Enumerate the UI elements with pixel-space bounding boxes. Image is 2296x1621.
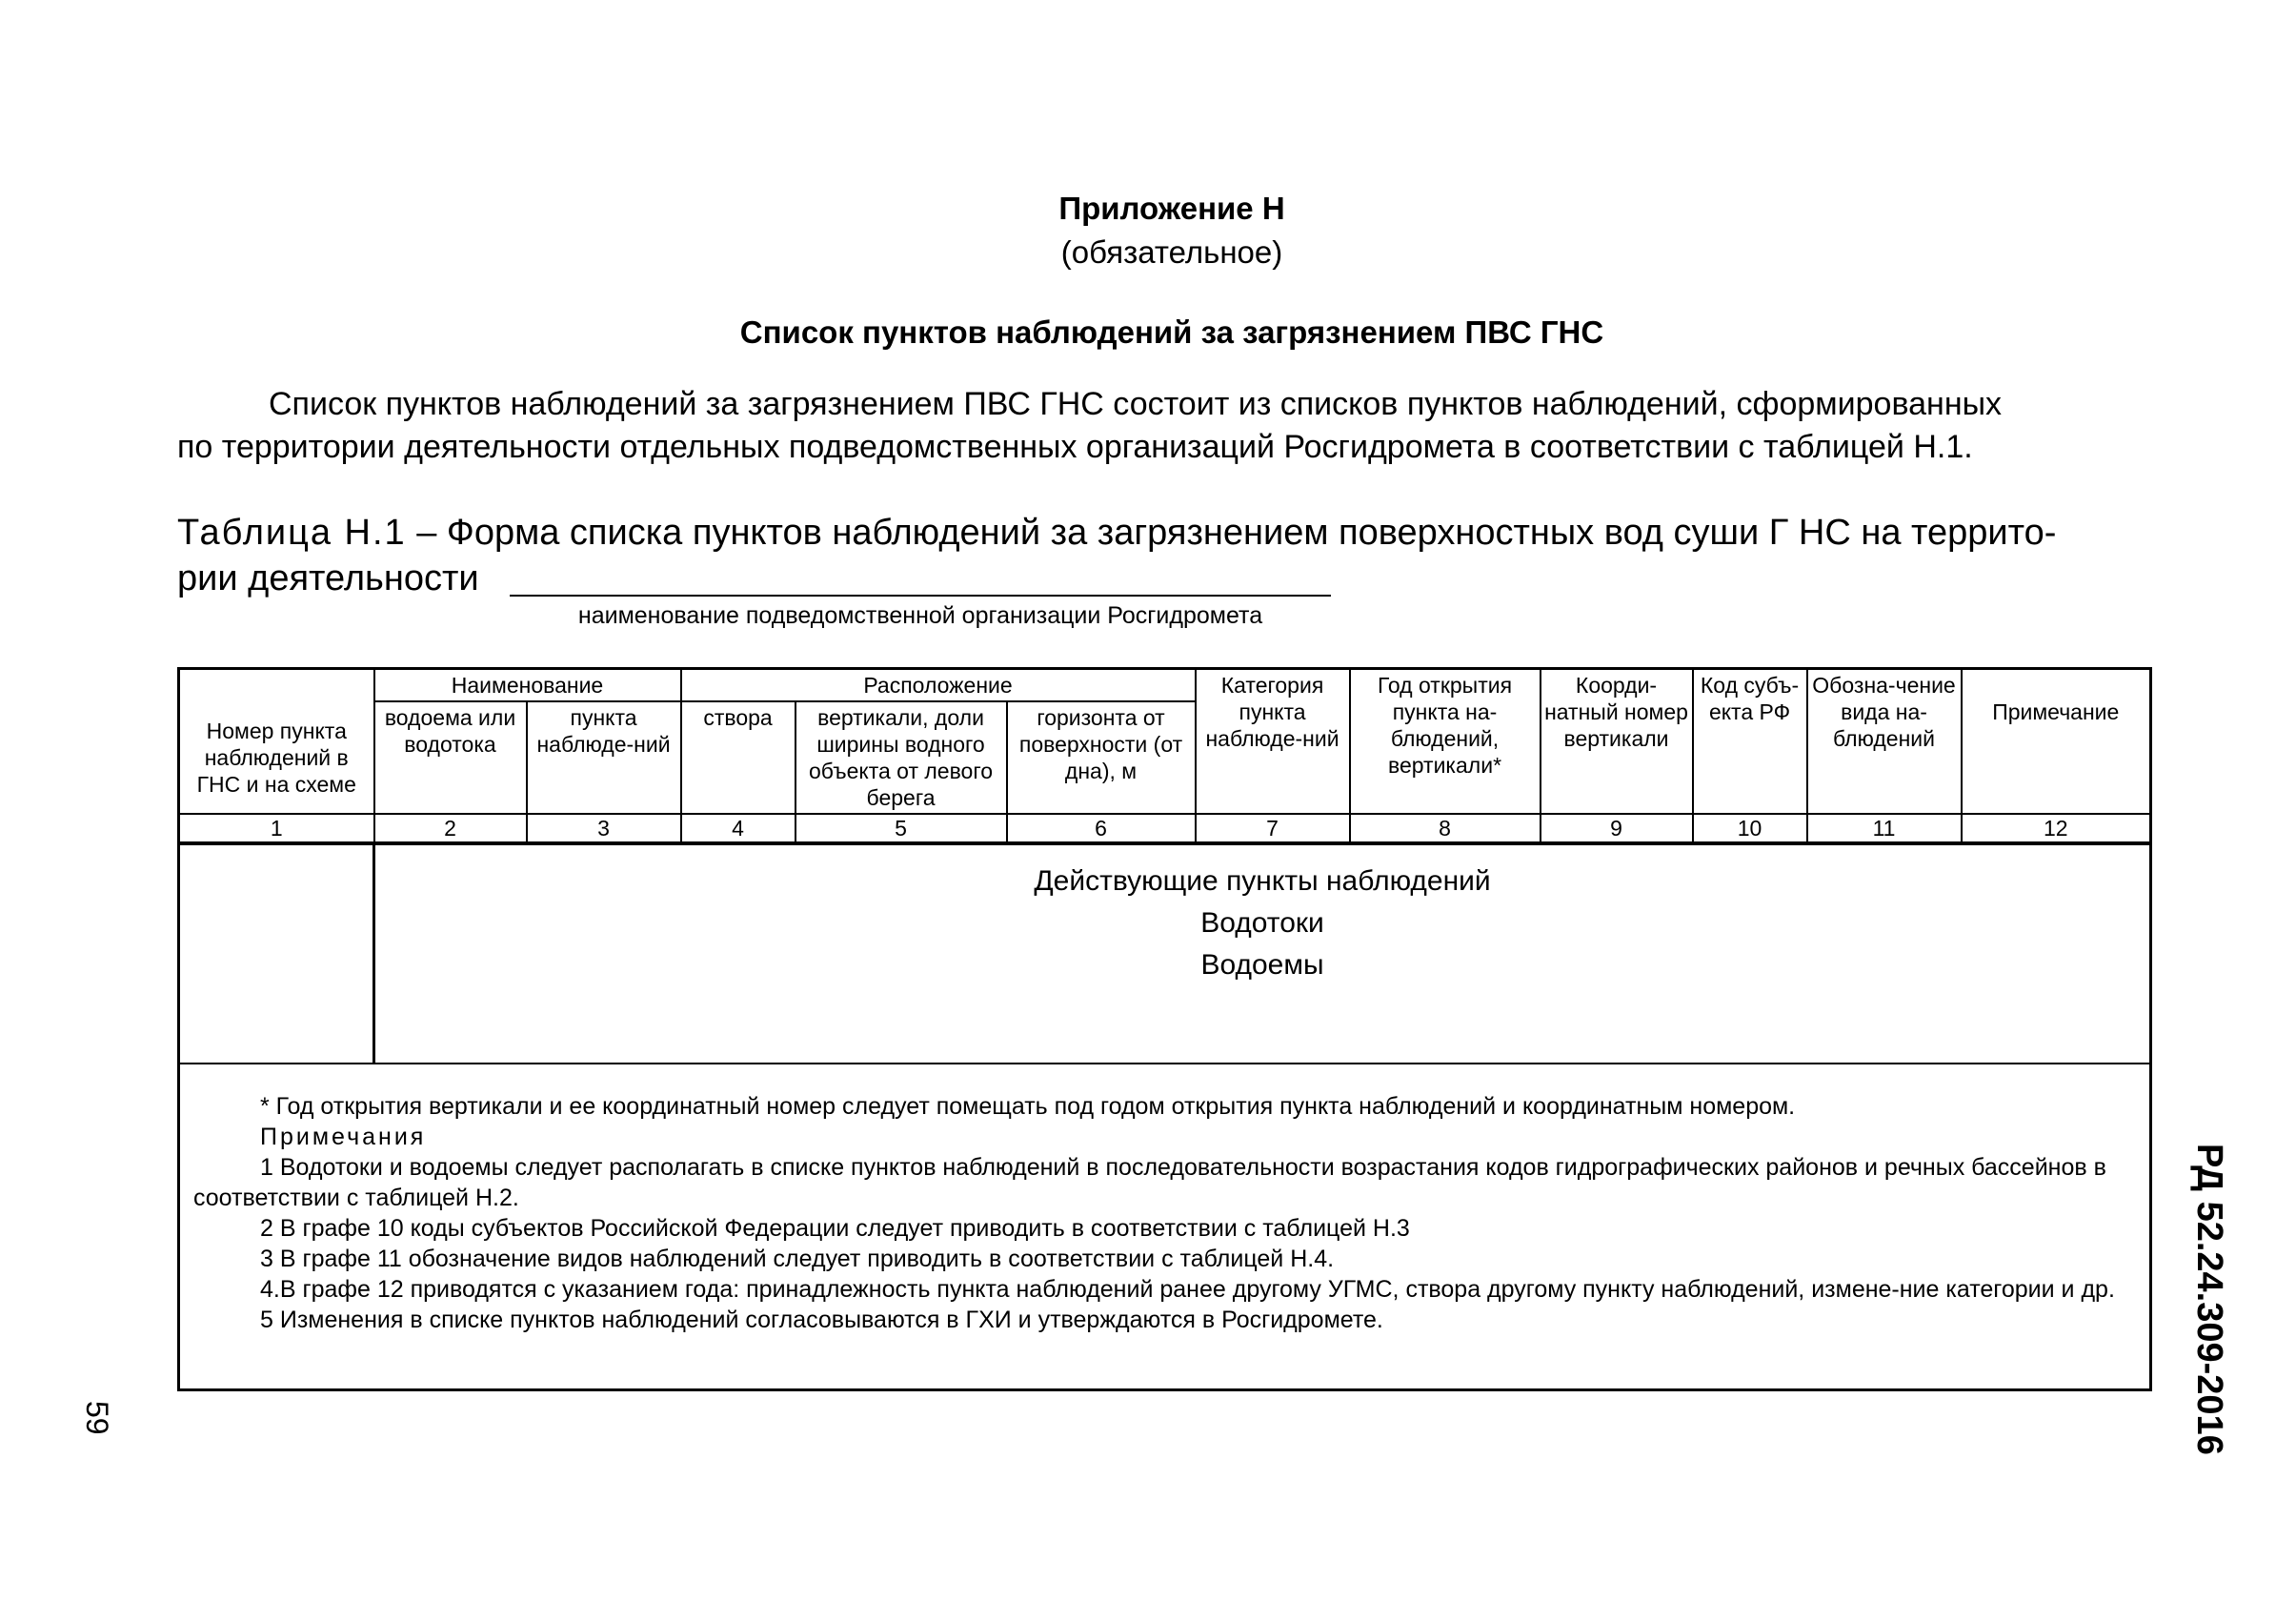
column-number: 4 xyxy=(681,814,796,843)
column-number: 6 xyxy=(1007,814,1196,843)
note-3: 3 В графе 11 обозначение видов наблюдений следует приводить в соответствии с таблицей Н.4. xyxy=(260,1246,1335,1272)
appendix-subtitle: (обязательное) xyxy=(1060,234,1283,270)
blank-fill-line xyxy=(510,595,1331,597)
column-number-row xyxy=(179,814,2151,843)
section-row xyxy=(179,843,2151,1064)
horizon-header: горизонта от поверхности (от дна), м xyxy=(1007,701,1196,814)
intro-line-1: Список пунктов наблюдений за загрязнением ПВС ГНС состоит из списков пунктов наблюдений, сформированных xyxy=(269,386,2003,422)
obs-type-header: Обозна-чение вида на-блюдений xyxy=(1807,669,1962,815)
table-caption xyxy=(177,510,2159,601)
section-active-points: Действующие пункты наблюдений xyxy=(1034,865,1491,897)
note-5: 5 Изменения в списке пунктов наблюдений согласовываются в ГХИ и утверждаются в Росгидромете. xyxy=(260,1307,1383,1333)
col-number-header: Номер пункта наблюдений в ГНС и на схеме xyxy=(179,669,374,815)
appendix-title: Приложение Н xyxy=(1058,191,1285,226)
notes-cell xyxy=(179,1064,2151,1390)
section-reservoirs: Водоемы xyxy=(1200,949,1324,981)
note-2: 2 В графе 10 коды субъектов Российской Федерации следует приводить в соответствии с таблицей Н.3 xyxy=(260,1215,1410,1242)
page-number: 59 xyxy=(80,1401,114,1435)
name-water-header: водоема или водотока xyxy=(374,701,527,814)
column-number: 11 xyxy=(1807,814,1962,843)
name-point-header: пункта наблюде-ний xyxy=(527,701,681,814)
name-group-header: Наименование xyxy=(374,669,681,702)
header-row-1 xyxy=(179,669,2151,702)
document-code: РД 52.24.309-2016 xyxy=(2189,1144,2229,1455)
category-header: Категория пункта наблюде-ний xyxy=(1196,669,1350,815)
coord-number-header: Коорди-натный номер вертикали xyxy=(1541,669,1693,815)
column-number: 3 xyxy=(527,814,681,843)
column-number: 7 xyxy=(1196,814,1350,843)
section-streams: Водотоки xyxy=(1200,907,1324,939)
notes-row xyxy=(179,1064,2151,1390)
column-number: 8 xyxy=(1350,814,1541,843)
column-number: 10 xyxy=(1693,814,1807,843)
section-labels-cell xyxy=(374,843,2151,1064)
intro-line-2: по территории деятельности отдельных подведомственных организаций Росгидромета в соответствии с таблицей Н.1. xyxy=(177,429,1973,465)
section-heading: Список пунктов наблюдений за загрязнением ПВС ГНС xyxy=(739,314,1604,350)
observation-points-form-table xyxy=(177,667,2152,1391)
vertical-header: вертикали, доли ширины водного объекта от левого берега xyxy=(796,701,1007,814)
table-caption-text-2: рии деятельности xyxy=(177,558,479,598)
column-number: 2 xyxy=(374,814,527,843)
column-number: 5 xyxy=(796,814,1007,843)
column-number: 1 xyxy=(179,814,374,843)
note-1: 1 Водотоки и водоемы следует располагать в списке пунктов наблюдений в последовательности возрастания кодов гидрографических районов и речных бассейнов в соответствии с таблицей Н.2. xyxy=(193,1154,2106,1211)
subject-code-header: Код субъ-екта РФ xyxy=(1693,669,1807,815)
table-caption-text: – Форма списка пунктов наблюдений за загрязнением поверхностных вод суши Г НС на террито- xyxy=(406,513,2057,553)
year-open-header: Год открытия пункта на-блюдений, вертикали* xyxy=(1350,669,1541,815)
remark-header: Примечание xyxy=(1962,669,2151,815)
location-group-header: Расположение xyxy=(681,669,1196,702)
note-4: 4.В графе 12 приводятся с указанием года: принадлежность пункта наблюдений ранее другому УГМС, створа другому пункту наблюдений, измене-ние категории и др. xyxy=(260,1276,2115,1303)
notes-heading: Примечания xyxy=(260,1124,427,1150)
notes-block xyxy=(180,1064,2149,1345)
column-number: 9 xyxy=(1541,814,1693,843)
intro-paragraph xyxy=(177,383,2159,469)
column-number: 12 xyxy=(1962,814,2151,843)
table-caption-label: Таблица Н.1 xyxy=(177,513,407,553)
footnote: * Год открытия вертикали и ее координатный номер следует помещать под годом открытия пункта наблюдений и координатным номером. xyxy=(260,1093,1796,1120)
blank-fill-hint: наименование подведомственной организации Росгидромета xyxy=(577,602,1263,629)
empty-number-cell xyxy=(179,843,374,1064)
section-header: створа xyxy=(681,701,796,814)
